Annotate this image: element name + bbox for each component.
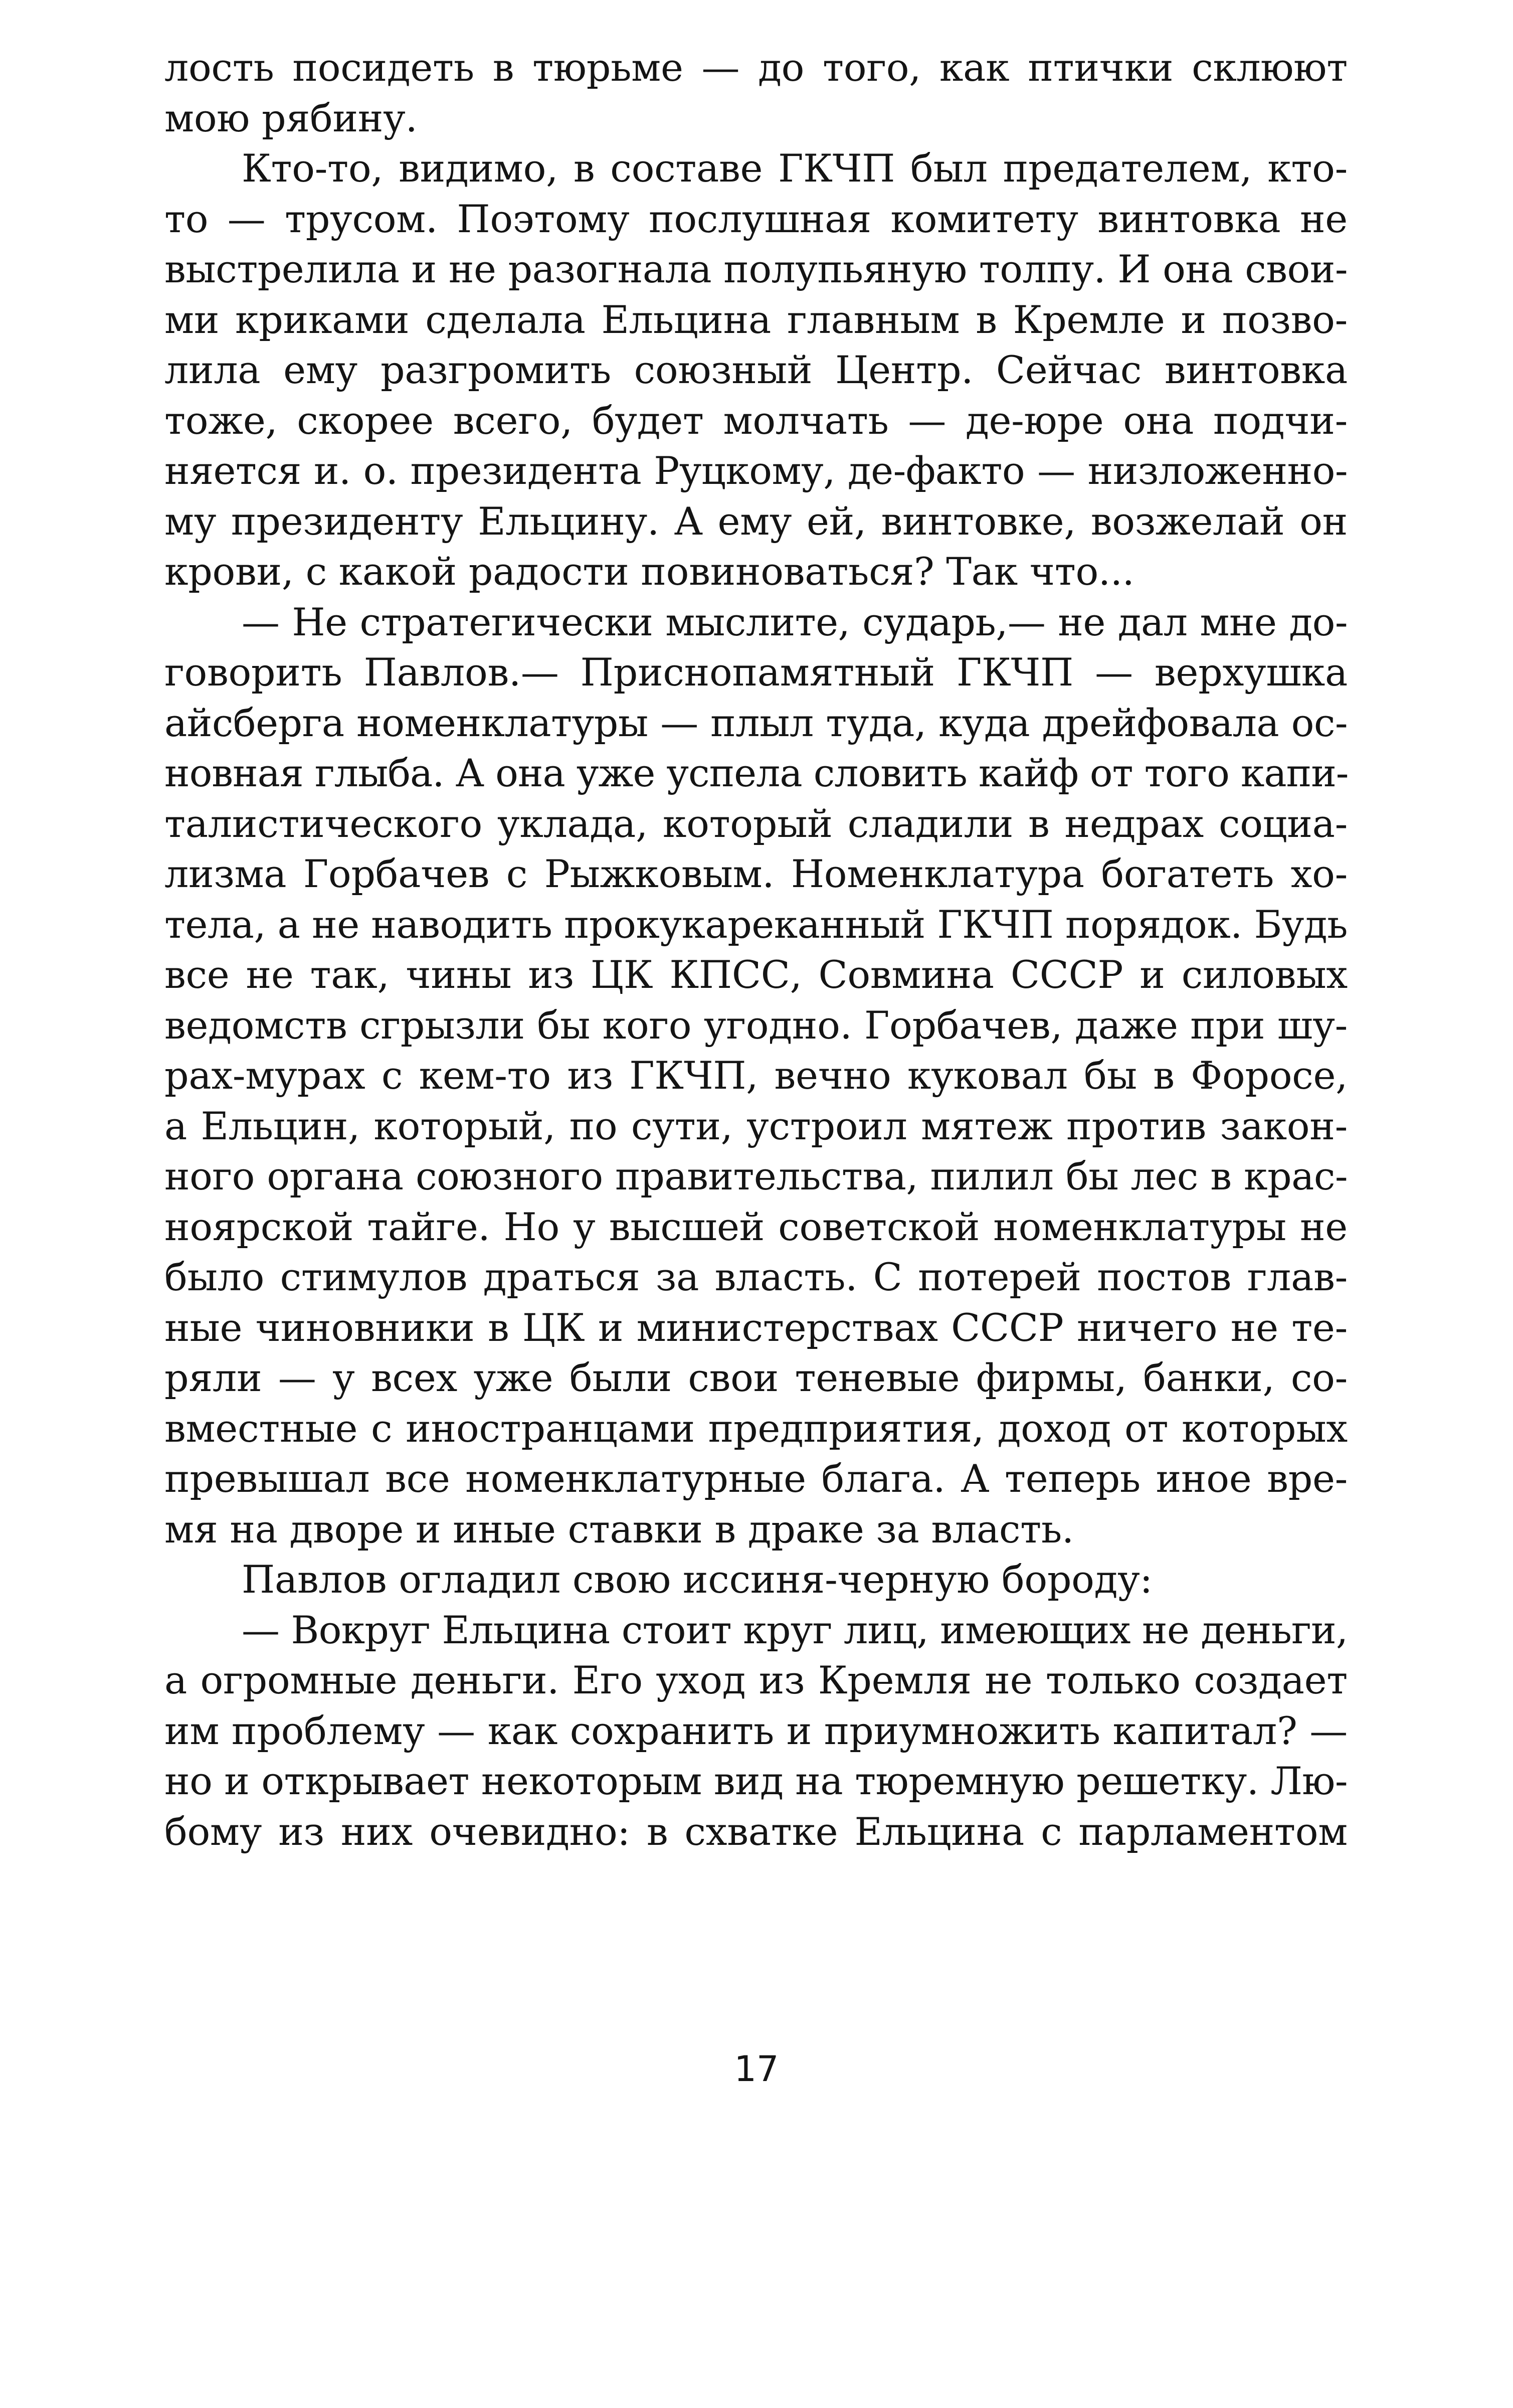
- text-line: ведомств сгрызли бы кого угодно. Горбачев, даже при шу-: [164, 1002, 1348, 1048]
- text-line: им проблему — как сохранить и приумножить капитал? —: [164, 1708, 1348, 1753]
- text-line: вместные с иностранцами предприятия, доход от которых: [164, 1406, 1348, 1451]
- text-line: то — трусом. Поэтому послушная комитету винтовка не: [164, 196, 1348, 241]
- text-line: ми криками сделала Ельцина главным в Кремле и позво-: [164, 297, 1348, 342]
- text-line: крови, с какой радости повиноваться? Так что...: [164, 549, 1134, 594]
- text-line: тоже, скорее всего, будет молчать — де-юре она подчи-: [164, 398, 1348, 443]
- text-line: — Не стратегически мыслите, сударь,— не дал мне до-: [242, 599, 1348, 644]
- text-line: рах-мурах с кем-то из ГКЧП, вечно куковал бы в Форосе,: [164, 1053, 1348, 1098]
- text-line: талистического уклада, который сладили в недрах социа-: [164, 801, 1348, 846]
- body-text: [164, 43, 1348, 1857]
- text-line: няется и. о. президента Руцкому, де-факто — низложенно-: [164, 448, 1348, 493]
- text-line: но и открывает некоторым вид на тюремную решетку. Лю-: [164, 1759, 1348, 1803]
- text-line: бому из них очевидно: в схватке Ельцина с парламентом: [164, 1809, 1348, 1854]
- text-line: а Ельцин, который, по сути, устроил мятеж против закон-: [164, 1103, 1348, 1148]
- text-line: мя на дворе и иные ставки в драке за власть.: [164, 1506, 1074, 1552]
- text-line: ряли — у всех уже были свои теневые фирмы, банки, со-: [164, 1355, 1348, 1400]
- text-line: ного органа союзного правительства, пилил бы лес в крас-: [164, 1154, 1348, 1198]
- text-line: говорить Павлов.— Приснопамятный ГКЧП — верхушка: [164, 650, 1348, 695]
- text-line: выстрелила и не разогнала полупьяную толпу. И она свои-: [164, 247, 1348, 291]
- text-line: было стимулов драться за власть. С потерей постов глав-: [164, 1255, 1348, 1299]
- text-line: — Вокруг Ельцина стоит круг лиц, имеющих не деньги,: [242, 1607, 1348, 1652]
- text-line: лизма Горбачев с Рыжковым. Номенклатура богатеть хо-: [164, 851, 1348, 896]
- text-line: му президенту Ельцину. А ему ей, винтовке, возжелай он: [164, 498, 1348, 544]
- text-line: лость посидеть в тюрьме — до того, как птички склюют: [164, 45, 1348, 90]
- text-line: все не так, чины из ЦК КПСС, Совмина СССР и силовых: [164, 952, 1348, 997]
- text-line: тела, а не наводить прокукареканный ГКЧП порядок. Будь: [164, 902, 1348, 947]
- text-line: новная глыба. А она уже успела словить кайф от того капи-: [164, 751, 1349, 795]
- text-line: ные чиновники в ЦК и министерствах СССР ничего не те-: [164, 1305, 1348, 1350]
- text-line: а огромные деньги. Его уход из Кремля не только создает: [164, 1658, 1348, 1702]
- text-line: айсберга номенклатуры — плыл туда, куда дрейфовала ос-: [164, 700, 1348, 745]
- text-line: Кто-то, видимо, в составе ГКЧП был предателем, кто-: [242, 146, 1348, 191]
- text-line: мою рябину.: [164, 95, 418, 140]
- page-number: 17: [734, 2048, 779, 2090]
- text-line: превышал все номенклатурные блага. А теперь иное вре-: [164, 1456, 1348, 1501]
- text-line: ноярской тайге. Но у высшей советской номенклатуры не: [164, 1204, 1348, 1249]
- text-line: Павлов огладил свою иссиня-черную бороду:: [242, 1557, 1153, 1602]
- text-line: лила ему разгромить союзный Центр. Сейчас винтовка: [164, 348, 1348, 392]
